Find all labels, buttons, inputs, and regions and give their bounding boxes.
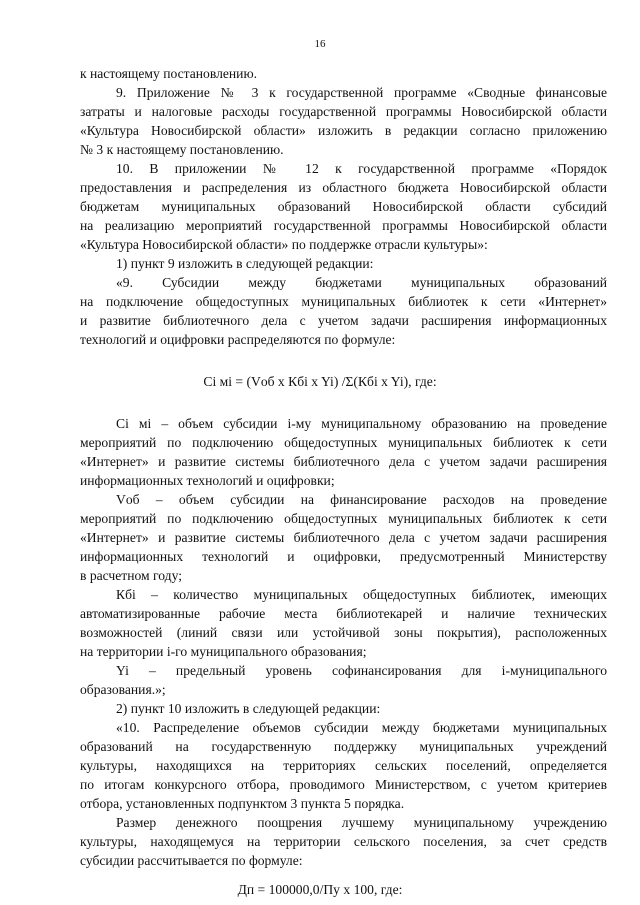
text-line: информационных технологий и оцифровки, предусмотренный Министерству xyxy=(80,549,607,564)
text-line: «9. Субсидии между бюджетами муниципальных образований xyxy=(116,275,607,290)
text-line: в расчетном году; xyxy=(80,568,182,583)
text-line: мероприятий по подключению общедоступных муниципальных библиотек к сети xyxy=(80,435,607,450)
text-line: «Интернет» и развитие системы библиотечного дела с учетом задачи расширения xyxy=(80,454,607,469)
text-line: по итогам конкурсного отбора, проводимого Министерством, с учетом критериев xyxy=(80,777,607,792)
text-line: возможностей (линий связи или устойчивой зоны покрытия), расположенных xyxy=(80,625,607,640)
text-line: «10. Распределение объемов субсидии между бюджетами муниципальных xyxy=(116,720,607,735)
text-line: затраты и налоговые расходы государственной программы Новосибирской области xyxy=(80,104,607,119)
text-line: автоматизированные рабочие места библиотекарей и наличие технических xyxy=(80,606,607,621)
text-line: технологий и оцифровки распределяются по формуле: xyxy=(80,332,396,347)
text-line: культуры, находящихся на территориях сельских поселений, определяется xyxy=(80,758,607,773)
page-number: 16 xyxy=(314,38,326,50)
text-line: на реализацию мероприятий государственной программы Новосибирской области xyxy=(80,218,607,233)
text-line: 2) пункт 10 изложить в следующей редакции: xyxy=(116,701,381,716)
text-line: Vоб – объем субсидии на финансирование расходов на проведение xyxy=(116,492,607,507)
text-line: информационных технологий и оцифровки; xyxy=(80,473,335,488)
text-line: бюджетам муниципальных образований Новосибирской области субсидий xyxy=(80,199,607,214)
text-line: «Культура Новосибирской области» по поддержке отрасли культуры»: xyxy=(80,237,488,252)
text-line: субсидии рассчитывается по формуле: xyxy=(80,853,303,868)
text-line: и развитие библиотечного дела с учетом задачи расширения информационных xyxy=(80,313,607,328)
text-line: № 3 к настоящему постановлению. xyxy=(80,142,284,157)
text-line: «Интернет» и развитие системы библиотечного дела с учетом задачи расширения xyxy=(80,530,607,545)
text-line: образований на государственную поддержку муниципальных учреждений xyxy=(80,739,607,754)
formula: Ci мi = (Vоб x Кбi x Yi) /Σ(Кбi x Yi), где: xyxy=(203,374,437,389)
text-line: Размер денежного поощрения лучшему муниципальному учреждению xyxy=(116,815,607,830)
text-line: к настоящему постановлению. xyxy=(80,66,258,81)
text-line: на территории i-го муниципального образования; xyxy=(80,644,367,659)
text-line: 1) пункт 9 изложить в следующей редакции: xyxy=(116,256,374,271)
text-line: 9. Приложение № 3 к государственной программе «Сводные финансовые xyxy=(116,85,607,100)
text-line: «Культура Новосибирской области» изложить в редакции согласно приложению xyxy=(80,123,607,138)
text-line: Yi – предельный уровень софинансирования для i-муниципального xyxy=(116,663,607,678)
text-line: мероприятий по подключению общедоступных муниципальных библиотек к сети xyxy=(80,511,607,526)
text-line: культуры, находящемуся на территории сельского поселения, за счет средств xyxy=(80,834,607,849)
text-line: Кбi – количество муниципальных общедоступных библиотек, имеющих xyxy=(116,587,607,602)
text-line: на подключение общедоступных муниципальных библиотек к сети «Интернет» xyxy=(80,294,607,309)
text-line: предоставления и распределения из областного бюджета Новосибирской области xyxy=(80,180,607,195)
text-line: Ci мi – объем субсидии i-му муниципальному образованию на проведение xyxy=(116,416,607,431)
text-line: 10. В приложении № 12 к государственной программе «Порядок xyxy=(116,161,607,176)
formula: Дп = 100000,0/Пу x 100, где: xyxy=(237,882,403,897)
text-line: образования.»; xyxy=(80,682,166,697)
text-line: отбора, установленных подпунктом 3 пункта 5 порядка. xyxy=(80,796,405,811)
